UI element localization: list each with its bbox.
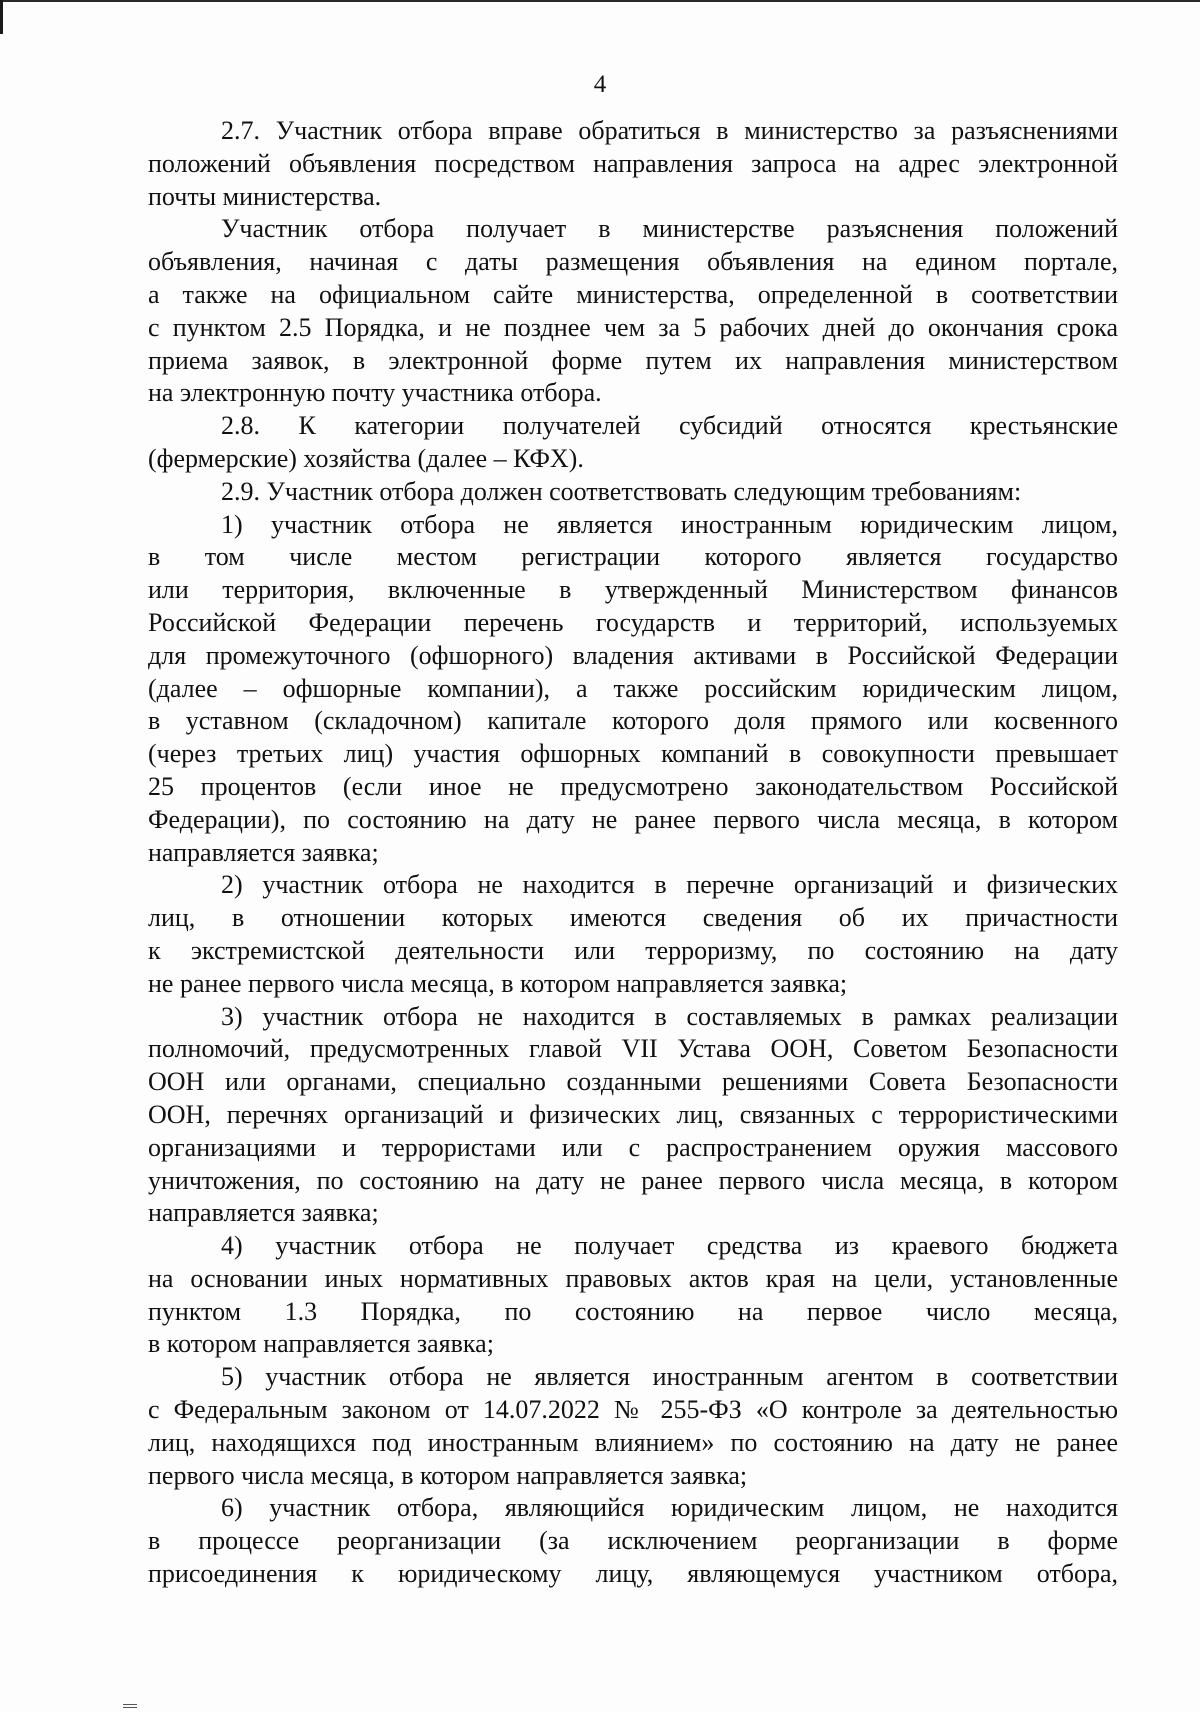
text-line: уничтожения, по состоянию на дату не ранее первого числа месяца, в котором xyxy=(148,1165,1118,1195)
text-line: 1) участник отбора не является иностранным юридическим лицом, xyxy=(221,509,1118,539)
text-line: в котором направляется заявка; xyxy=(148,1329,494,1359)
text-line: 5) участник отбора не является иностранным агентом в соответствии xyxy=(221,1362,1118,1392)
text-line: (через третьих лиц) участия офшорных компаний в совокупности превышает xyxy=(148,739,1118,769)
text-line: или территория, включенные в утвержденный Министерством финансов xyxy=(148,575,1118,605)
text-line: Федерации), по состоянию на дату не ранее первого числа месяца, в котором xyxy=(148,804,1118,834)
scan-top-edge xyxy=(3,0,1200,2)
text-line: ООН, перечнях организаций и физических лиц, связанных с террористическими xyxy=(148,1099,1118,1129)
text-line: на основании иных нормативных правовых актов края на цели, установленные xyxy=(148,1263,1118,1293)
text-line: 3) участник отбора не находится в составляемых в рамках реализации xyxy=(221,1001,1118,1031)
text-line: 6) участник отбора, являющийся юридическим лицом, не находится xyxy=(221,1493,1118,1523)
text-line: направляется заявка; xyxy=(148,837,379,867)
text-line: объявления, начиная с даты размещения объявления на едином портале, xyxy=(148,247,1118,277)
scan-edge-mark xyxy=(0,0,3,34)
text-line: 2.7. Участник отбора вправе обратиться в министерство за разъяснениями xyxy=(221,116,1118,145)
text-line: полномочий, предусмотренных главой VII Устава ООН, Советом Безопасности xyxy=(148,1034,1118,1064)
text-line: первого числа месяца, в котором направляется заявка; xyxy=(148,1460,748,1490)
text-line: положений объявления посредством направления запроса на адрес электронной xyxy=(148,148,1118,178)
text-line: в процессе реорганизации (за исключением реорганизации в форме xyxy=(148,1526,1118,1556)
text-line: 25 процентов (если иное не предусмотрено законодательством Российской xyxy=(148,771,1118,801)
text-line: не ранее первого числа месяца, в котором направляется заявка; xyxy=(148,968,848,998)
text-line: приема заявок, в электронной форме путем их направления министерством xyxy=(148,345,1118,375)
text-line: Участник отбора получает в министерстве разъяснения положений xyxy=(221,214,1118,244)
text-line: к экстремистской деятельности или терроризму, по состоянию на дату xyxy=(148,935,1118,965)
text-line: пунктом 1.3 Порядка, по состоянию на первое число месяца, xyxy=(148,1296,1118,1326)
text-line: а также на официальном сайте министерства, определенной в соответствии xyxy=(148,279,1118,309)
text-line: (далее – офшорные компании), а также российским юридическим лицом, xyxy=(148,673,1118,703)
text-line: на электронную почту участника отбора. xyxy=(148,378,602,408)
document-body xyxy=(148,115,1118,1591)
text-line: для промежуточного (офшорного) владения активами в Российской Федерации xyxy=(148,640,1118,670)
text-line: 4) участник отбора не получает средства из краевого бюджета xyxy=(221,1231,1118,1261)
text-line: 2.8. К категории получателей субсидий относятся крестьянские xyxy=(221,411,1118,441)
text-line: Российской Федерации перечень государств и территорий, используемых xyxy=(148,607,1118,637)
text-line: организациями и террористами или с распространением оружия массового xyxy=(148,1132,1118,1162)
text-line: 2.9. Участник отбора должен соответствовать следующим требованиям: xyxy=(221,476,1022,506)
text-line: лиц, в отношении которых имеются сведения об их причастности xyxy=(148,903,1118,933)
text-line: в уставном (складочном) капитале которого доля прямого или косвенного xyxy=(148,706,1118,736)
text-line: ООН или органами, специально созданными решениями Совета Безопасности xyxy=(148,1067,1118,1097)
text-line: присоединения к юридическому лицу, являющемуся участником отбора, xyxy=(148,1559,1118,1589)
text-line: 2) участник отбора не находится в перечне организаций и физических xyxy=(221,870,1118,900)
scan-bottom-mark xyxy=(123,1704,137,1708)
page-number: 4 xyxy=(593,71,607,98)
text-line: в том числе местом регистрации которого является государство xyxy=(148,542,1118,572)
text-line: лиц, находящихся под иностранным влиянием» по состоянию на дату не ранее xyxy=(148,1427,1118,1457)
text-line: (фермерские) хозяйства (далее – КФХ). xyxy=(148,443,584,473)
text-line: с Федеральным законом от 14.07.2022 № 255-ФЗ «О контроле за деятельностью xyxy=(148,1395,1118,1425)
text-line: с пунктом 2.5 Порядка, и не позднее чем за 5 рабочих дней до окончания срока xyxy=(148,312,1118,342)
text-line: почты министерства. xyxy=(148,181,382,211)
text-line: направляется заявка; xyxy=(148,1198,379,1228)
